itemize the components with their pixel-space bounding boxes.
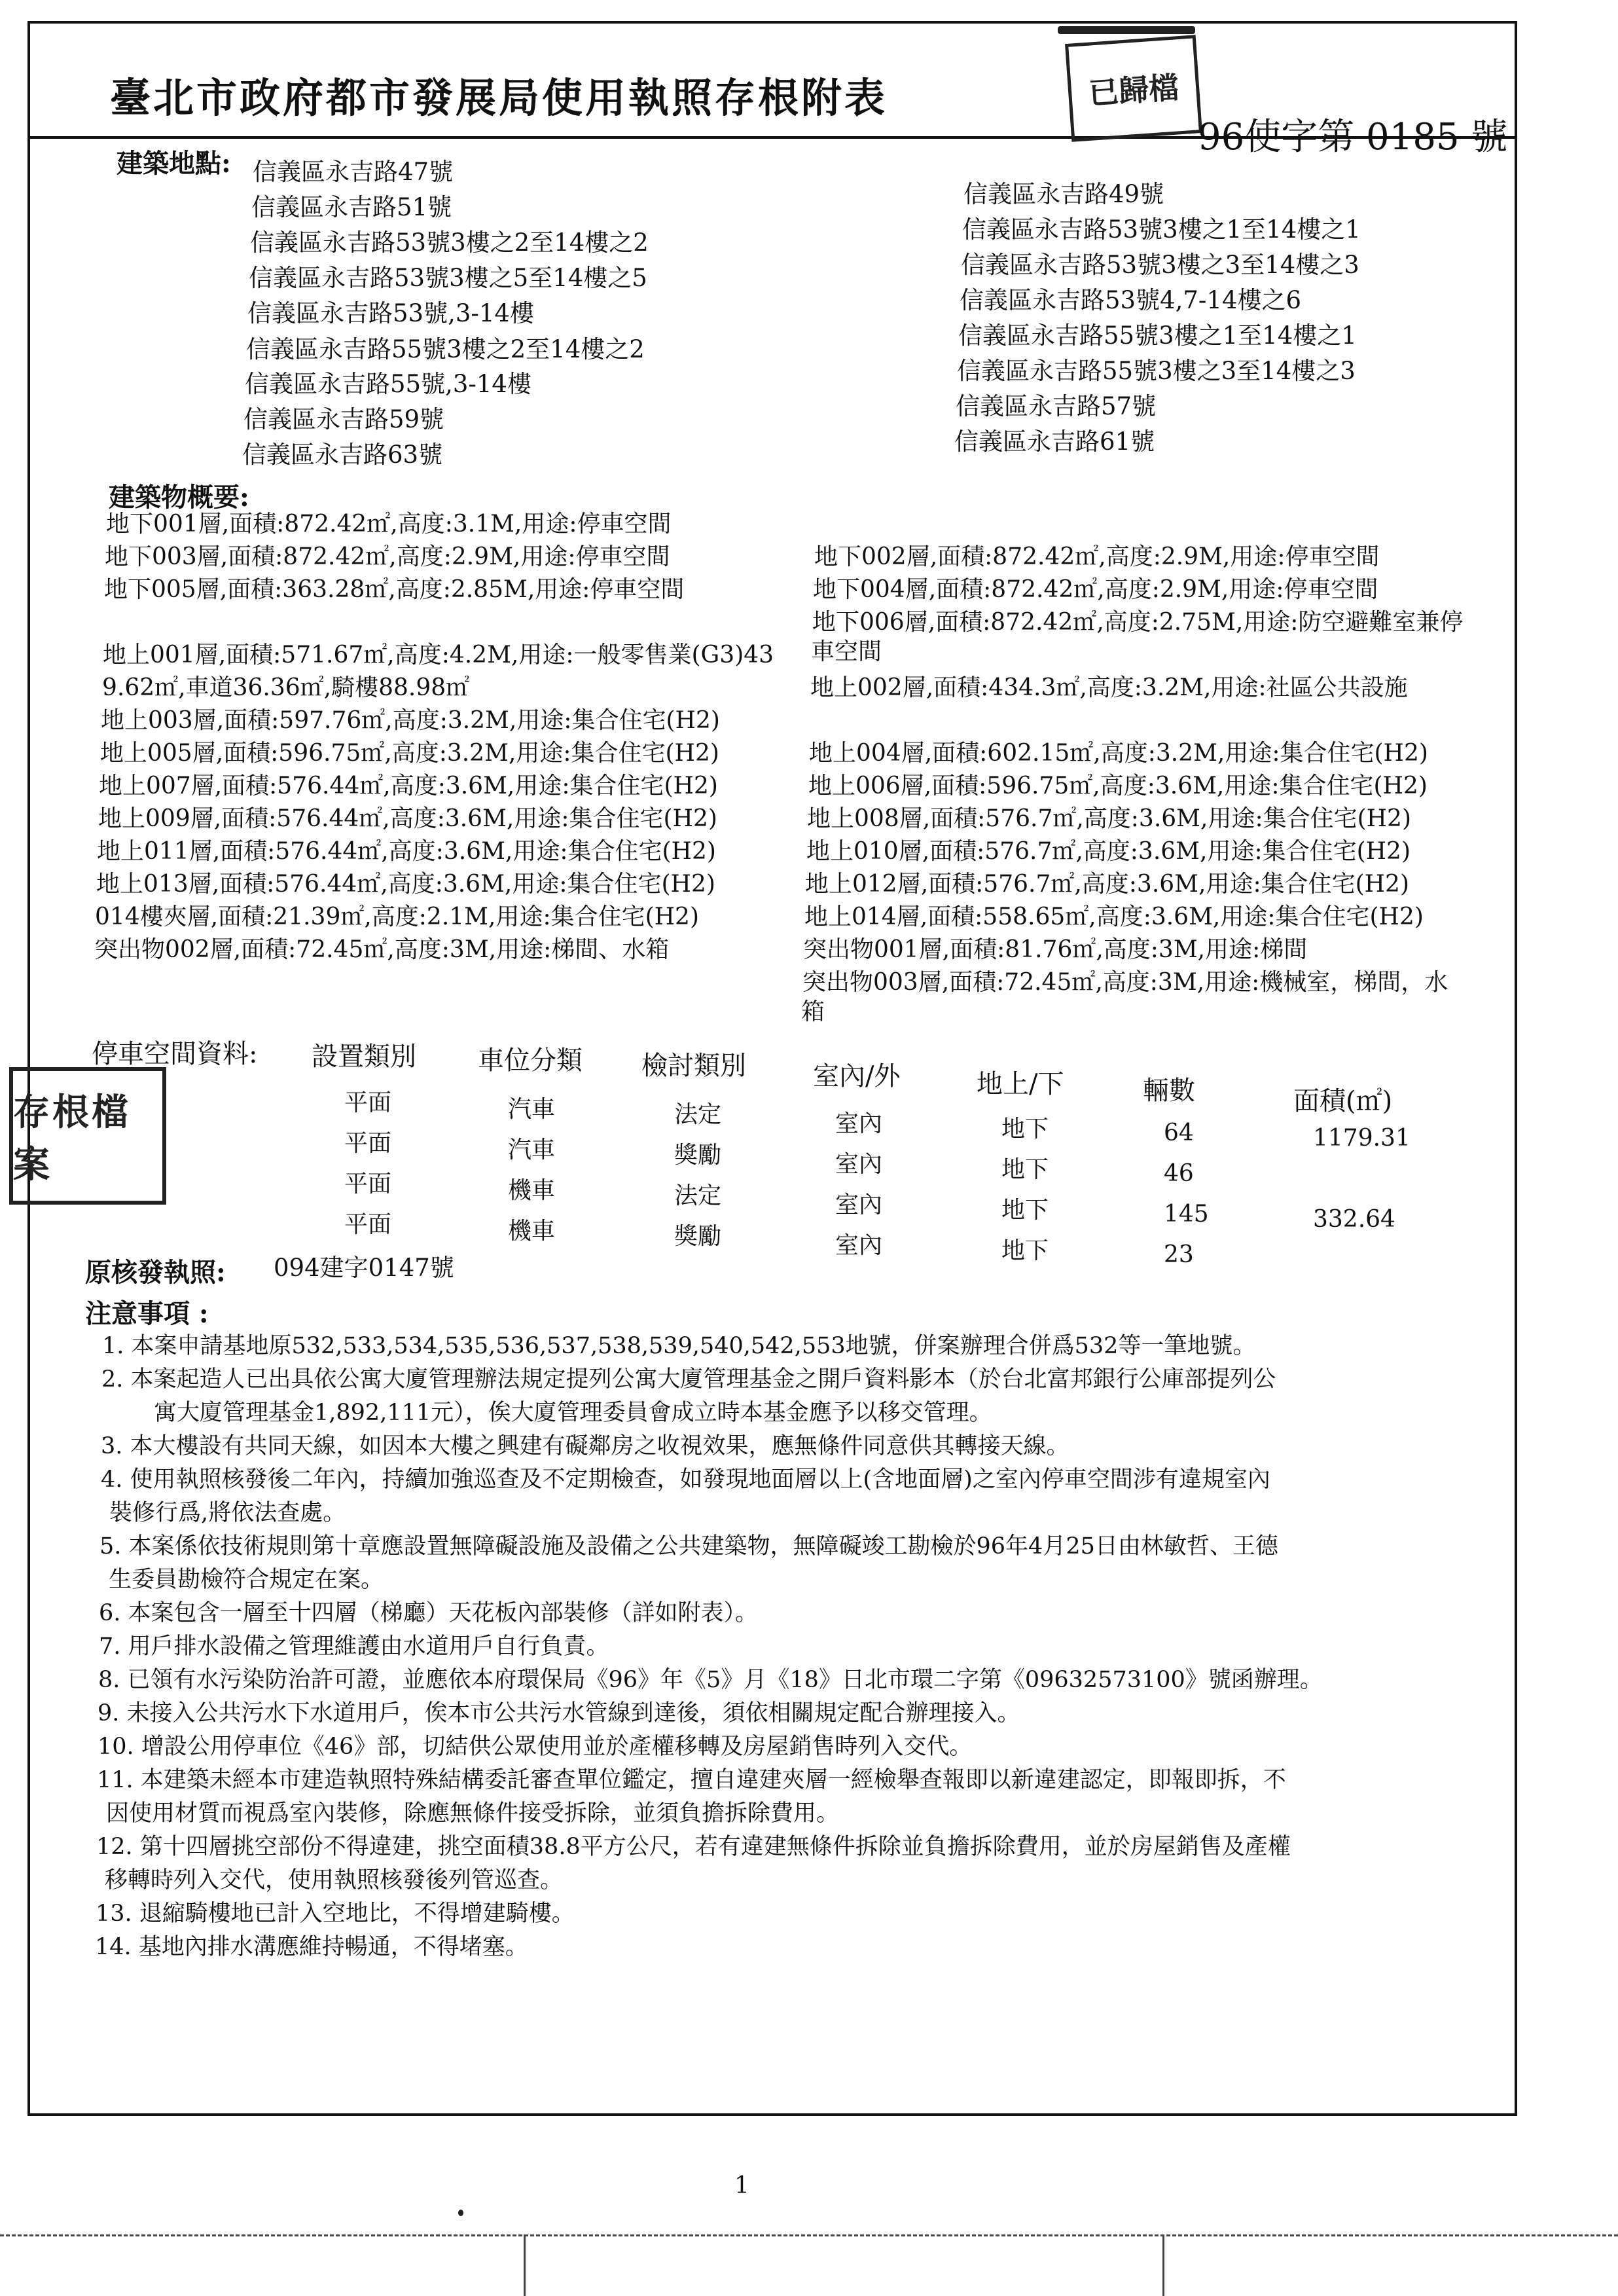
parking-cell: 室內 — [835, 1151, 883, 1178]
parking-column-header: 面積(㎡) — [1293, 1086, 1393, 1116]
building-floor-item: 地上005層,面積:596.75㎡,高度:3.2M,用途:集合住宅(H2) — [100, 740, 719, 767]
note-item: 5. 本案係依技術規則第十章應設置無障礙設施及設備之公共建築物，無障礙竣工勘檢於96年4月25日由林敏哲、王德 — [99, 1533, 1278, 1559]
document-title: 臺北市政府都市發展局使用執照存根附表 — [110, 74, 888, 122]
location-item: 信義區永吉路55號3樓之2至14樓之2 — [246, 335, 645, 363]
parking-cell: 平面 — [344, 1211, 392, 1238]
original-permit-label: 原核發執照: — [85, 1257, 226, 1288]
side-stamp-text: 存根檔案 — [13, 1091, 131, 1186]
location-item: 信義區永吉路55號,3-14樓 — [245, 370, 531, 398]
location-item: 信義區永吉路53號4,7-14樓之6 — [960, 286, 1302, 314]
building-floor-item: 9.62㎡,車道36.36㎡,騎樓88.98㎡ — [102, 674, 470, 701]
note-item: 7. 用戶排水設備之管理維護由水道用戶自行負責。 — [99, 1633, 609, 1660]
building-floor-item: 地下001層,面積:872.42㎡,高度:3.1M,用途:停車空間 — [106, 511, 672, 538]
parking-column-header: 室內/外 — [813, 1061, 901, 1091]
building-floor-item: 地上007層,面積:576.44㎡,高度:3.6M,用途:集合住宅(H2) — [99, 773, 718, 799]
building-floor-item: 車空間 — [811, 638, 882, 665]
note-item: 3. 本大樓設有共同天線，如因本大樓之興建有礙鄰房之收視效果，應無條件同意供其轉接天線。 — [101, 1433, 1070, 1459]
location-item: 信義區永吉路57號 — [956, 392, 1157, 420]
page-number: 1 — [734, 2172, 749, 2199]
note-item: 1. 本案申請基地原532,533,534,535,536,537,538,539,540,542,553地號，併案辦理合併爲532等一筆地號。 — [102, 1333, 1256, 1359]
location-item: 信義區永吉路59號 — [243, 405, 444, 433]
parking-cell: 64 — [1164, 1120, 1194, 1146]
building-floor-item: 突出物001層,面積:81.76㎡,高度:3M,用途:梯間 — [803, 936, 1308, 963]
note-item: 10. 增設公用停車位《46》部，切結供公眾使用並於產權移轉及房屋銷售時列入交代。 — [98, 1734, 973, 1760]
note-item: 9. 未接入公共污水下水道用戶，俟本市公共污水管線到達後，須依相關規定配合辦理接入。 — [98, 1700, 1020, 1726]
note-item: 14. 基地內排水溝應維持暢通，不得堵塞。 — [95, 1934, 528, 1960]
building-floor-item: 地上012層,面積:576.7㎡,高度:3.6M,用途:集合住宅(H2) — [805, 871, 1409, 898]
permit-number: 96使字第 0185 號 — [1198, 116, 1508, 158]
building-floor-item: 地下004層,面積:872.42㎡,高度:2.9M,用途:停車空間 — [813, 576, 1378, 603]
parking-cell: 機車 — [508, 1177, 556, 1204]
location-item: 信義區永吉路53號3樓之2至14樓之2 — [250, 228, 649, 257]
parking-cell: 汽車 — [508, 1096, 556, 1123]
note-item: 12. 第十四層挑空部份不得違建，挑空面積38.8平方公尺，若有違建無條件拆除並負擔拆除費用，並於房屋銷售及產權 — [96, 1834, 1291, 1860]
location-item: 信義區永吉路63號 — [242, 441, 443, 469]
location-item: 信義區永吉路61號 — [954, 428, 1155, 456]
building-floor-item: 地下006層,面積:872.42㎡,高度:2.75M,用途:防空避難室兼停 — [812, 609, 1464, 636]
parking-column-header: 設置類別 — [312, 1042, 416, 1072]
parking-cell: 地下 — [1001, 1197, 1049, 1224]
building-floor-item: 地上004層,面積:602.15㎡,高度:3.2M,用途:集合住宅(H2) — [809, 740, 1428, 767]
location-item: 信義區永吉路47號 — [253, 158, 454, 186]
parking-column-header: 輛數 — [1143, 1076, 1195, 1106]
parking-cell: 獎勵 — [674, 1142, 722, 1169]
location-item: 信義區永吉路53號,3-14樓 — [247, 299, 534, 327]
parking-label: 停車空間資料: — [92, 1039, 258, 1069]
parking-cell: 室內 — [835, 1232, 883, 1259]
note-item: 6. 本案包含一層至十四層（梯廳）天花板內部裝修（詳如附表）。 — [99, 1600, 759, 1626]
parking-cell: 平面 — [344, 1089, 392, 1116]
parking-cell: 地下 — [1001, 1237, 1049, 1264]
building-floor-item: 地上010層,面積:576.7㎡,高度:3.6M,用途:集合住宅(H2) — [806, 838, 1411, 865]
parking-cell: 獎勵 — [674, 1223, 722, 1250]
note-item: 11. 本建築未經本市建造執照特殊結構委託審查單位鑑定，擅自違建夾層一經檢舉查報即以新違建認定，即報即拆，不 — [97, 1767, 1286, 1793]
original-permit-value: 094建字0147號 — [274, 1254, 454, 1282]
notes-label: 注意事項 : — [85, 1298, 209, 1329]
building-floor-item: 地下002層,面積:872.42㎡,高度:2.9M,用途:停車空間 — [814, 543, 1380, 570]
note-continuation: 因使用材質而視爲室內裝修，除應無條件接受拆除，並須負擔拆除費用。 — [106, 1800, 840, 1827]
building-floor-item: 地上011層,面積:576.44㎡,高度:3.6M,用途:集合住宅(H2) — [97, 838, 716, 865]
archive-stamp — [1065, 35, 1202, 142]
archive-stamp-text: 已歸檔 — [1087, 69, 1180, 111]
bottom-cut-line — [0, 2234, 1618, 2236]
location-item: 信義區永吉路51號 — [251, 193, 452, 221]
note-item: 13. 退縮騎樓地已計入空地比，不得增建騎樓。 — [96, 1901, 575, 1927]
location-item: 信義區永吉路55號3樓之3至14樓之3 — [957, 357, 1356, 385]
bottom-cut-tick — [524, 2234, 526, 2296]
location-item: 信義區永吉路53號3樓之3至14樓之3 — [961, 251, 1359, 279]
parking-cell: 汽車 — [508, 1137, 556, 1163]
parking-cell: 145 — [1164, 1201, 1209, 1228]
parking-cell: 法定 — [674, 1101, 722, 1128]
parking-cell: 1179.31 — [1313, 1125, 1411, 1152]
parking-cell: 332.64 — [1313, 1206, 1395, 1233]
building-floor-item: 地下003層,面積:872.42㎡,高度:2.9M,用途:停車空間 — [105, 543, 670, 570]
building-summary-label: 建築物概要: — [109, 482, 249, 513]
note-item: 4. 使用執照核發後二年內，持續加強巡查及不定期檢查，如發現地面層以上(含地面層)之室內停車空間涉有違規室內 — [101, 1467, 1270, 1493]
parking-column-header: 地上/下 — [977, 1069, 1064, 1099]
building-floor-item: 地上009層,面積:576.44㎡,高度:3.6M,用途:集合住宅(H2) — [98, 805, 717, 832]
parking-cell: 室內 — [835, 1110, 883, 1137]
scan-mark — [1058, 26, 1195, 34]
note-continuation: 移轉時列入交代，使用執照核發後列管巡查。 — [105, 1867, 564, 1893]
building-floor-item: 地上001層,面積:571.67㎡,高度:4.2M,用途:一般零售業(G3)43 — [103, 642, 774, 668]
parking-cell: 地下 — [1001, 1116, 1049, 1142]
parking-cell: 平面 — [344, 1171, 392, 1197]
building-floor-item: 地上008層,面積:576.7㎡,高度:3.6M,用途:集合住宅(H2) — [807, 805, 1411, 832]
parking-cell: 平面 — [344, 1130, 392, 1157]
side-stamp — [9, 1067, 166, 1205]
location-item: 信義區永吉路49號 — [963, 180, 1164, 208]
note-item: 8. 已領有水污染防治許可證，並應依本府環保局《96》年《5》月《18》日北市環二字第《09632573100》號函辦理。 — [98, 1667, 1323, 1693]
building-floor-item: 地下005層,面積:363.28㎡,高度:2.85M,用途:停車空間 — [104, 576, 685, 603]
parking-column-header: 檢討類別 — [641, 1051, 746, 1081]
parking-cell: 機車 — [508, 1218, 556, 1245]
location-item: 信義區永吉路55號3樓之1至14樓之1 — [958, 321, 1357, 350]
parking-cell: 23 — [1164, 1241, 1194, 1268]
parking-cell: 地下 — [1001, 1156, 1049, 1183]
note-continuation: 裝修行爲,將依法查處。 — [109, 1500, 346, 1526]
location-label: 建築地點: — [117, 148, 231, 179]
parking-cell: 46 — [1164, 1160, 1194, 1187]
building-floor-item: 突出物003層,面積:72.45㎡,高度:3M,用途:機械室，梯間，水 — [802, 969, 1448, 996]
bottom-cut-tick — [1162, 2234, 1164, 2296]
building-floor-item: 地上006層,面積:596.75㎡,高度:3.6M,用途:集合住宅(H2) — [808, 773, 1428, 799]
location-item: 信義區永吉路53號3樓之5至14樓之5 — [249, 264, 647, 292]
building-floor-item: 突出物002層,面積:72.45㎡,高度:3M,用途:梯間、水箱 — [94, 936, 670, 963]
note-continuation: 寓大廈管理基金1,892,111元），俟大廈管理委員會成立時本基金應予以移交管理。 — [154, 1400, 992, 1426]
building-floor-item: 地上003層,面積:597.76㎡,高度:3.2M,用途:集合住宅(H2) — [101, 707, 720, 734]
parking-cell: 法定 — [674, 1182, 722, 1209]
parking-column-header: 車位分類 — [478, 1046, 583, 1076]
parking-cell: 室內 — [835, 1192, 883, 1218]
note-item: 2. 本案起造人已出具依公寓大廈管理辦法規定提列公寓大廈管理基金之開戶資料影本（於台北富邦銀行公庫部提列公 — [101, 1366, 1276, 1393]
location-item: 信義區永吉路53號3樓之1至14樓之1 — [962, 215, 1361, 244]
building-floor-item: 地上014層,面積:558.65㎡,高度:3.6M,用途:集合住宅(H2) — [804, 903, 1424, 930]
building-floor-item: 地上013層,面積:576.44㎡,高度:3.6M,用途:集合住宅(H2) — [96, 871, 715, 898]
note-continuation: 生委員勘檢符合規定在案。 — [109, 1567, 384, 1593]
speck-mark — [458, 2210, 463, 2216]
building-floor-item: 箱 — [801, 998, 825, 1025]
building-floor-item: 014樓夾層,面積:21.39㎡,高度:2.1M,用途:集合住宅(H2) — [95, 903, 699, 930]
building-floor-item: 地上002層,面積:434.3㎡,高度:3.2M,用途:社區公共設施 — [810, 674, 1408, 701]
